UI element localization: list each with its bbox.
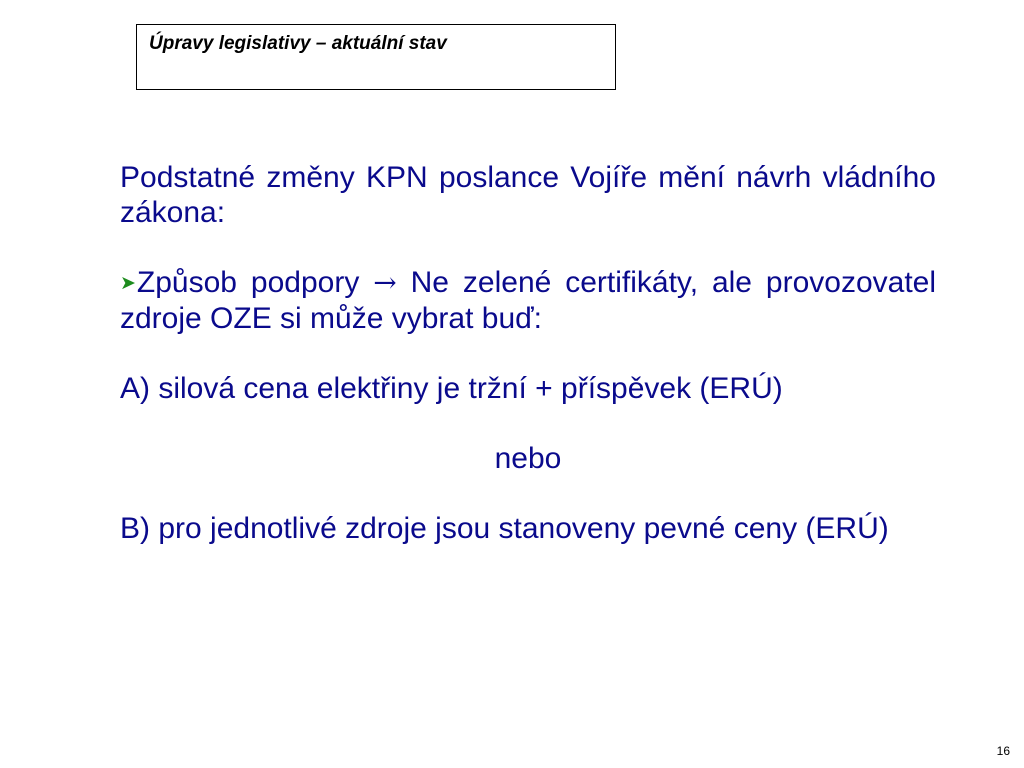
- slide-title-box: [136, 24, 616, 90]
- bullet-rest-text: Ne zelené certifikáty, ale provozovatel zdroje OZE si může vybrat buď:: [120, 266, 936, 335]
- intro-paragraph: Podstatné změny KPN poslance Vojíře mění návrh vládního zákona:: [120, 161, 936, 229]
- spacer: [120, 406, 936, 441]
- spacer: [120, 230, 936, 265]
- option-b-paragraph: B) pro jednotlivé zdroje jsou stanoveny pevné ceny (ERÚ): [120, 512, 889, 545]
- separator-text: nebo: [494, 442, 562, 475]
- bullet-lead-text: Způsob podpory: [136, 266, 360, 299]
- slide-content: [120, 160, 936, 546]
- page-number: 16: [996, 744, 1010, 758]
- slide-title: Úpravy legislativy – aktuální stav: [149, 33, 447, 54]
- right-arrow-icon: →: [373, 266, 397, 299]
- bullet-paragraph: [120, 265, 936, 336]
- spacer: [120, 336, 936, 371]
- option-a-paragraph: A) silová cena elektřiny je tržní + příspěvek (ERÚ): [120, 372, 783, 405]
- spacer: [120, 476, 936, 511]
- arrow-bullet-icon: ➤: [120, 273, 136, 294]
